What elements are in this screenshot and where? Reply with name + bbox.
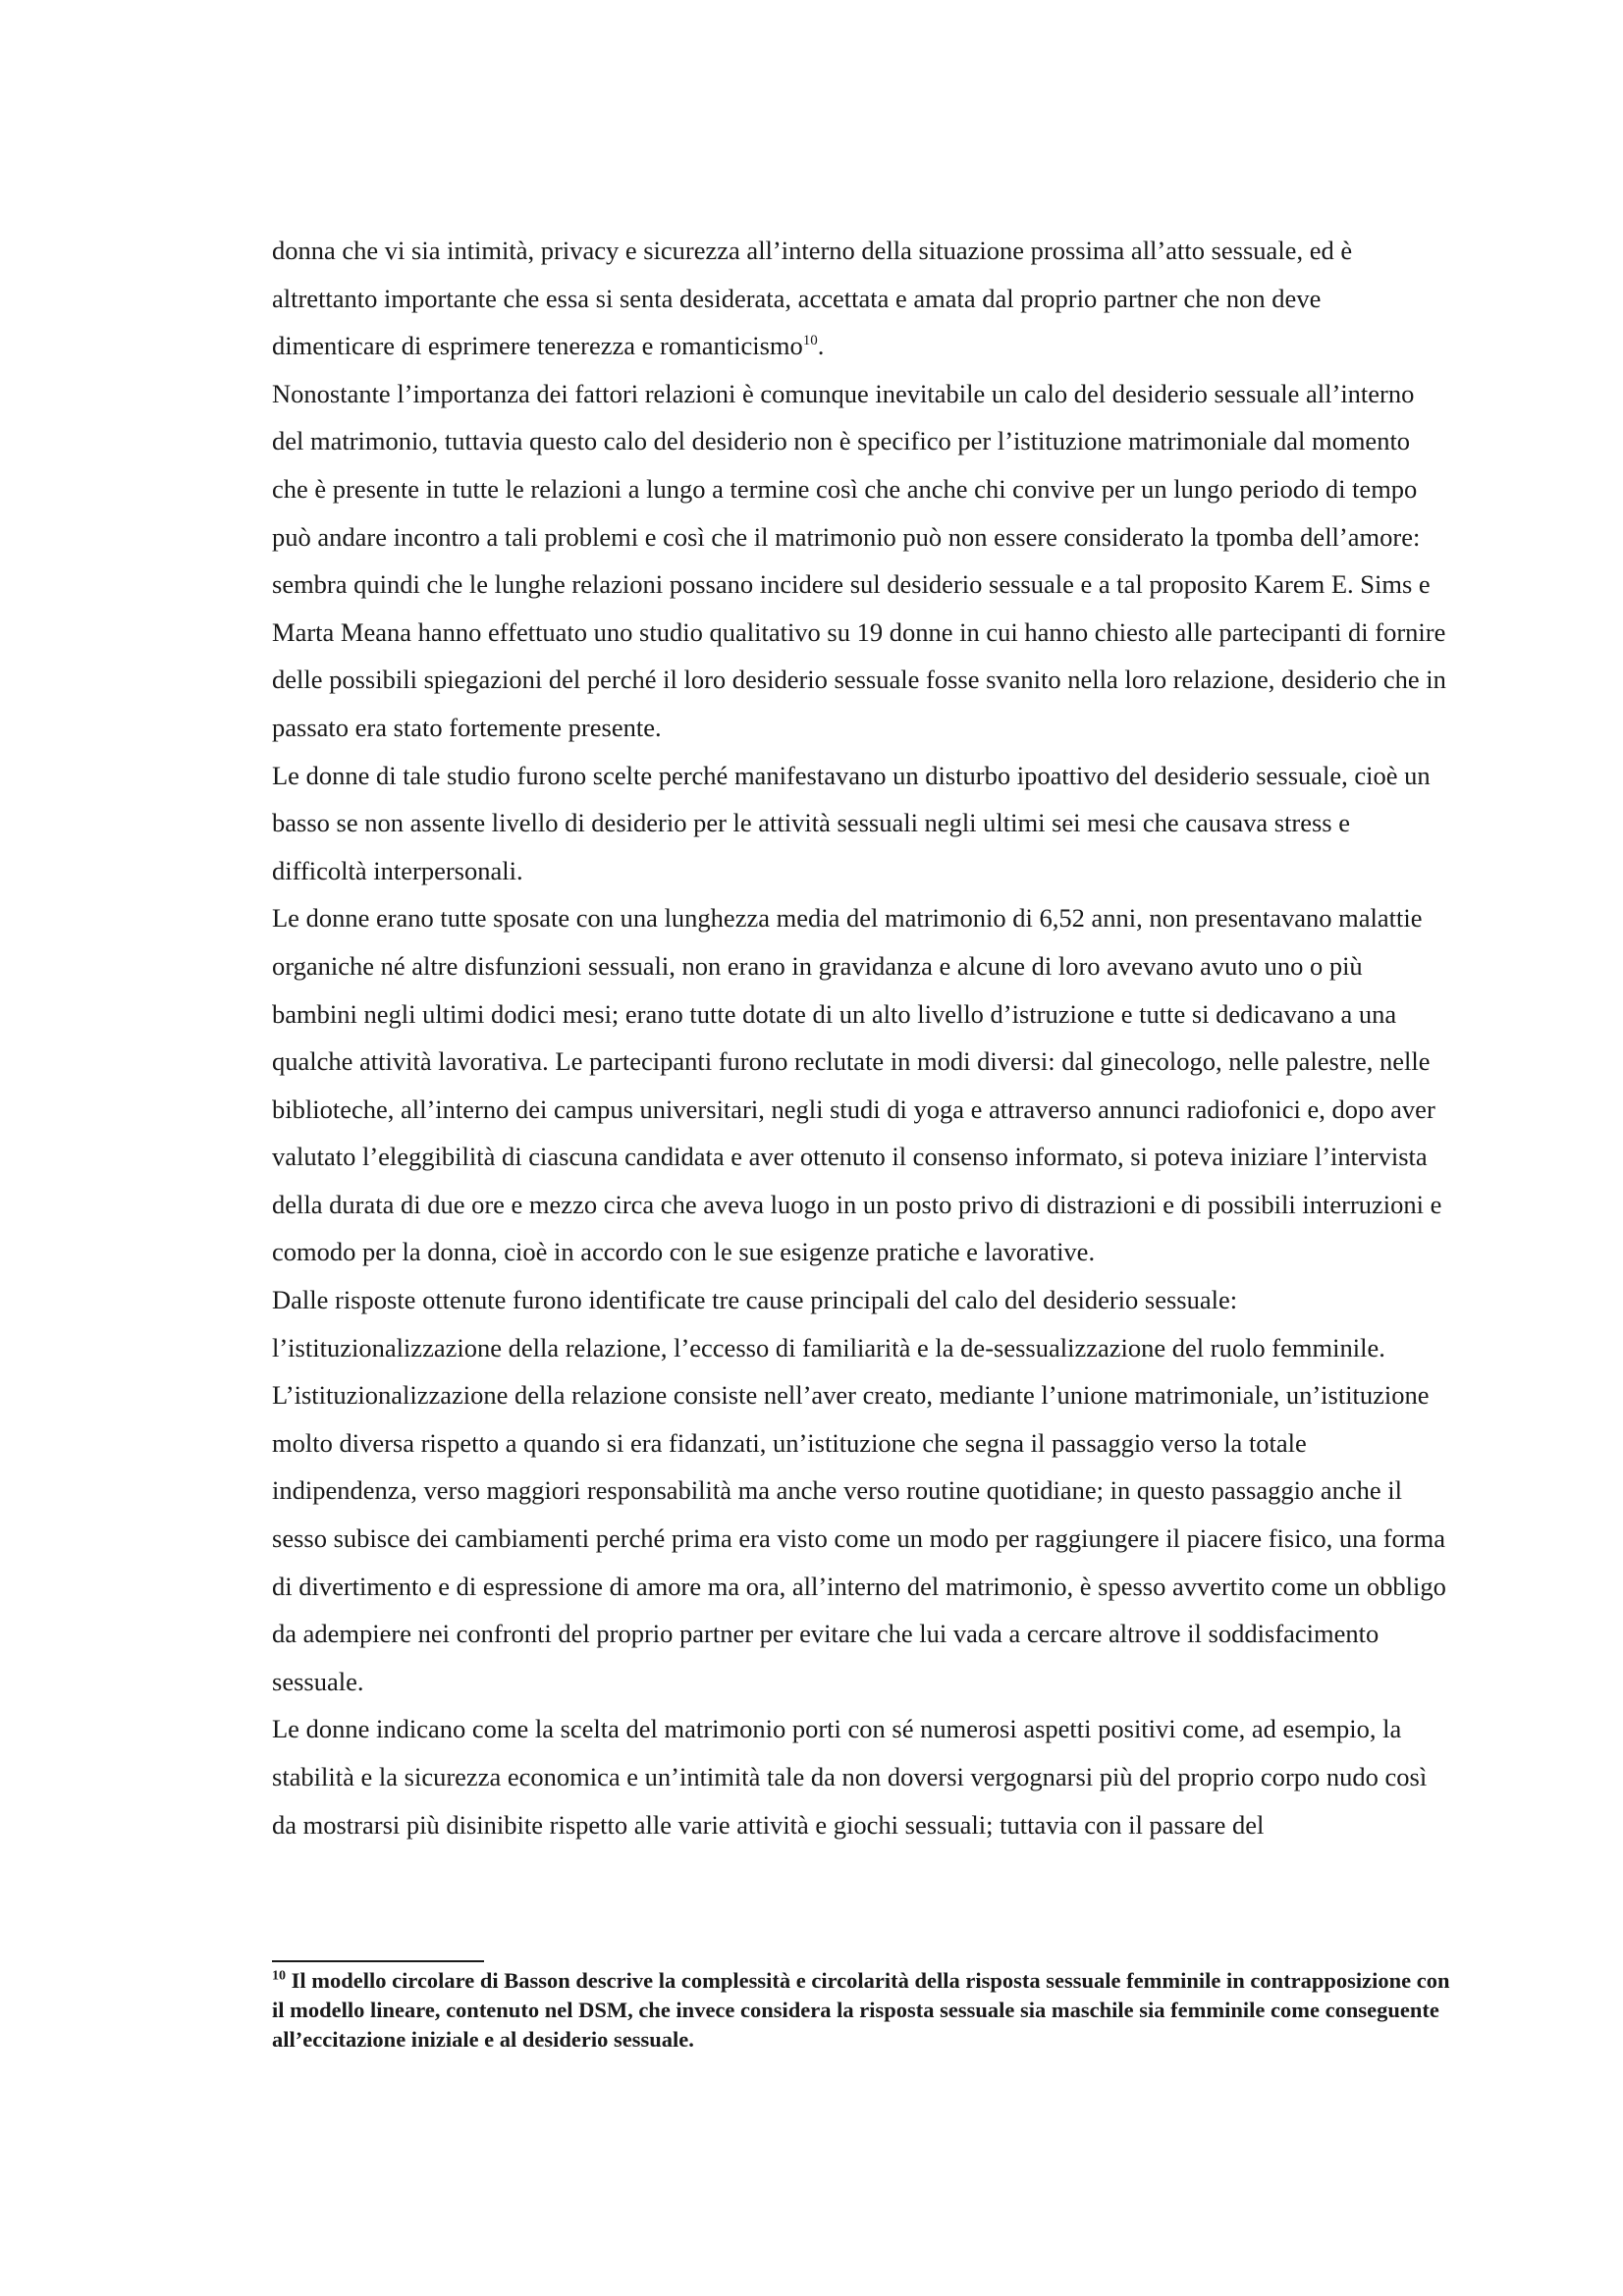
footnote [272, 1966, 1450, 2055]
paragraph-3: Le donne di tale studio furono scelte perché manifestavano un disturbo ipoattivo del desiderio sessuale, cioè un basso se non assente livello di desiderio per le attività sessuali negli ultimi sei mesi che causava stress e difficoltà interpersonali. [272, 760, 1431, 885]
paragraph-4: Le donne erano tutte sposate con una lunghezza media del matrimonio di 6,52 anni, non presentavano malattie organiche né altre disfunzioni sessuali, non erano in gravidanza e alcune di loro avevano avuto uno o più bambini negli ultimi dodici mesi; erano tutte dotate di un alto livello d’istruzione e tutte si dedicavano a una qualche attività lavorativa. Le partecipanti furono reclutate in modi diversi: dal ginecologo, nelle palestre, nelle biblioteche, all’interno dei campus universitari, negli studi di yoga e attraverso annunci radiofonici e, dopo aver valutato l’eleggibilità di ciascuna candidata e aver ottenuto il consenso informato, si poteva iniziare l’intervista della durata di due ore e mezzo circa che aveva luogo in un posto privo di distrazioni e di possibili interruzioni e comodo per la donna, cioè in accordo con le sue esigenze pratiche e lavorative. [272, 903, 1442, 1267]
paragraph-5: Dalle risposte ottenute furono identificate tre cause principali del calo del desiderio sessuale: l’istituzionalizzazione della relazione, l’eccesso di familiarità e la de-sessualizzazione del ruolo femminile. [272, 1285, 1385, 1362]
paragraph-2: Nonostante l’importanza dei fattori relazioni è comunque inevitabile un calo del desiderio sessuale all’interno del matrimonio, tuttavia questo calo del desiderio non è specifico per l’istituzione matrimoniale dal momento che è presente in tutte le relazioni a lungo a termine così che anche chi convive per un lungo periodo di tempo può andare incontro a tali problemi e così che il matrimonio può non essere considerato la tpomba dell’amore: sembra quindi che le lunghe relazioni possano incidere sul desiderio sessuale e a tal proposito Karem E. Sims e Marta Meana hanno effettuato uno studio qualitativo su 19 donne in cui hanno chiesto alle partecipanti di fornire delle possibili spiegazioni del perché il loro desiderio sessuale fosse svanito nella loro relazione, desiderio che in passato era stato fortemente presente. [272, 378, 1446, 742]
paragraph-1 [272, 227, 1450, 370]
paragraph-6: L’istituzionalizzazione della relazione consiste nell’aver creato, mediante l’unione matrimoniale, un’istituzione molto diversa rispetto a quando si era fidanzati, un’istituzione che segna il passaggio verso la totale indipendenza, verso maggiori responsabilità ma anche verso routine quotidiane; in questo passaggio anche il sesso subisce dei cambiamenti perché prima era visto come un modo per raggiungere il piacere fisico, una forma di divertimento e di espressione di amore ma ora, all’interno del matrimonio, è spesso avvertito come un obbligo da adempiere nei confronti del proprio partner per evitare che lui vada a cercare altrove il soddisfacimento sessuale. [272, 1380, 1446, 1696]
footnote-separator [272, 1960, 484, 1962]
footnote-text: Il modello circolare di Basson descrive la complessità e circolarità della risposta sessuale femminile in contrapposizione con il modello lineare, contenuto nel DSM, che invece considera la risposta sessuale sia maschile sia femminile come conseguente all’eccitazione iniziale e al desiderio sessuale. [272, 1968, 1450, 2052]
footnote-reference[interactable]: 10 [802, 333, 818, 349]
footnote-mark: 10 [272, 1968, 286, 1984]
body-text [272, 227, 1450, 1848]
paragraph-7: Le donne indicano come la scelta del matrimonio porti con sé numerosi aspetti positivi come, ad esempio, la stabilità e la sicurezza economica e un’intimità tale da non doversi vergognarsi più del proprio corpo nudo così da mostrarsi più disinibite rispetto alle varie attività e giochi sessuali; tuttavia con il passare del [272, 1714, 1428, 1840]
paragraph-1-end: . [817, 331, 825, 361]
footnote-paragraph [272, 1966, 1450, 2055]
paragraph-1-text: donna che vi sia intimità, privacy e sicurezza all’interno della situazione prossima all’atto sessuale, ed è altrettanto importante che essa si senta desiderata, accettata e amata dal proprio partner che non deve dimenticare di esprimere tenerezza e romanticismo [272, 236, 1353, 361]
